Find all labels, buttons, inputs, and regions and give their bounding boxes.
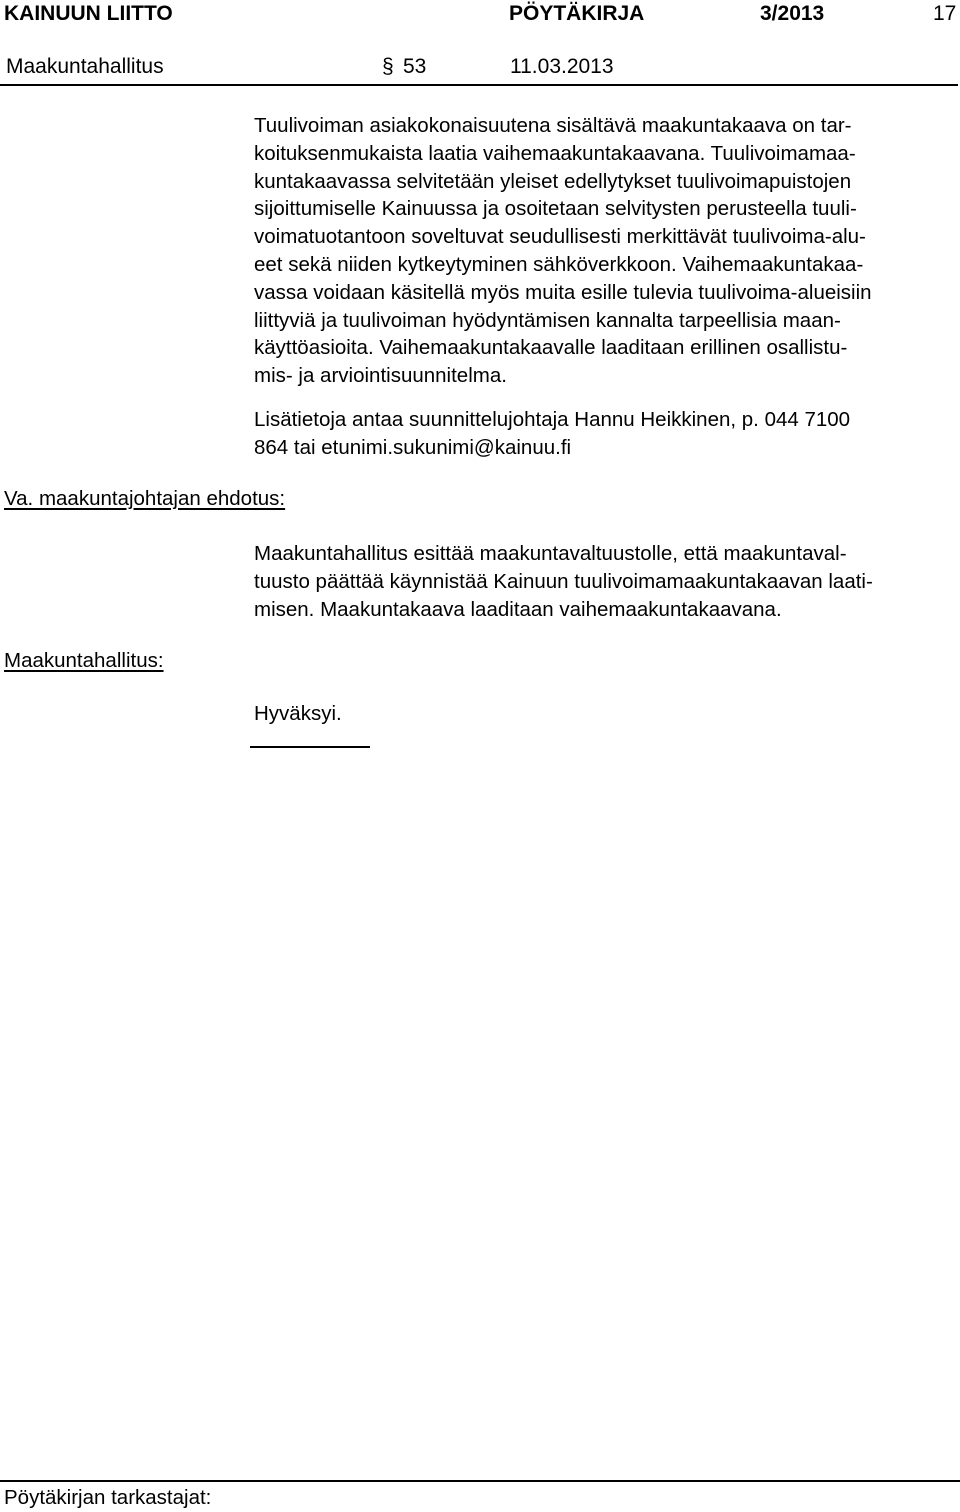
reviewers-label: Pöytäkirjan tarkastajat: [4, 1486, 212, 1509]
decision-text: Hyväksyi. [254, 702, 342, 725]
paragraph-line: mis- ja arviointisuunnitelma. [254, 364, 507, 388]
main-paragraph [254, 112, 944, 390]
paragraph-line: Maakuntahallitus esittää maakuntavaltuustolle, että maakuntaval- [254, 542, 847, 565]
header-rule [0, 84, 958, 86]
paragraph-line: sijoittumiselle Kainuussa ja osoitetaan selvitysten perusteella tuuli- [254, 197, 857, 221]
paragraph-line: kuntakaavassa selvitetään yleiset edellytykset tuulivoimapuistojen [254, 169, 852, 193]
paragraph-line: tuusto päättää käynnistää Kainuun tuulivoimamaakuntakaavan laati- [254, 569, 873, 593]
paragraph-line: Tuulivoiman asiakokonaisuutena sisältävä maakuntakaava on tar- [254, 114, 852, 137]
paragraph-line: Lisätietoja antaa suunnittelujohtaja Hannu Heikkinen, p. 044 7100 [254, 408, 851, 431]
contact-paragraph [254, 406, 944, 462]
paragraph-line: eet sekä niiden kytkeytyminen sähköverkkoon. Vaihemaakuntakaa- [254, 252, 864, 276]
document-number: 3/2013 [760, 2, 825, 25]
paragraph-line: liittyviä ja tuulivoiman hyödyntämisen kannalta tarpeellisia maan- [254, 308, 841, 332]
section-symbol: § [382, 55, 394, 78]
paragraph-line: käyttöasioita. Vaihemaakuntakaavalle laaditaan erillinen osallistu- [254, 336, 848, 360]
paragraph-line: voimatuotantoon soveltuvat seudullisesti merkittävät tuulivoima-alu- [254, 225, 866, 249]
meeting-body: Maakuntahallitus [6, 55, 164, 78]
decision-rule [250, 746, 370, 748]
section-number: 53 [403, 55, 427, 78]
paragraph-line: misen. Maakuntakaava laaditaan vaihemaakuntakaavana. [254, 597, 782, 621]
paragraph-line: 864 tai etunimi.sukunimi@kainuu.fi [254, 435, 572, 459]
paragraph-line: koituksenmukaista laatia vaihemaakuntakaavana. Tuulivoimamaa- [254, 141, 856, 165]
document-type: PÖYTÄKIRJA [509, 2, 645, 25]
decision-label: Maakuntahallitus: [4, 649, 164, 672]
meeting-date: 11.03.2013 [510, 55, 614, 78]
proposal-label: Va. maakuntajohtajan ehdotus: [4, 487, 286, 510]
organization-name: KAINUUN LIITTO [4, 2, 173, 25]
page-number: 17 [933, 2, 957, 25]
paragraph-line: vassa voidaan käsitellä myös muita esille tulevia tuulivoima-alueisiin [254, 280, 872, 304]
proposal-paragraph [254, 540, 944, 623]
footer-rule [0, 1480, 960, 1482]
